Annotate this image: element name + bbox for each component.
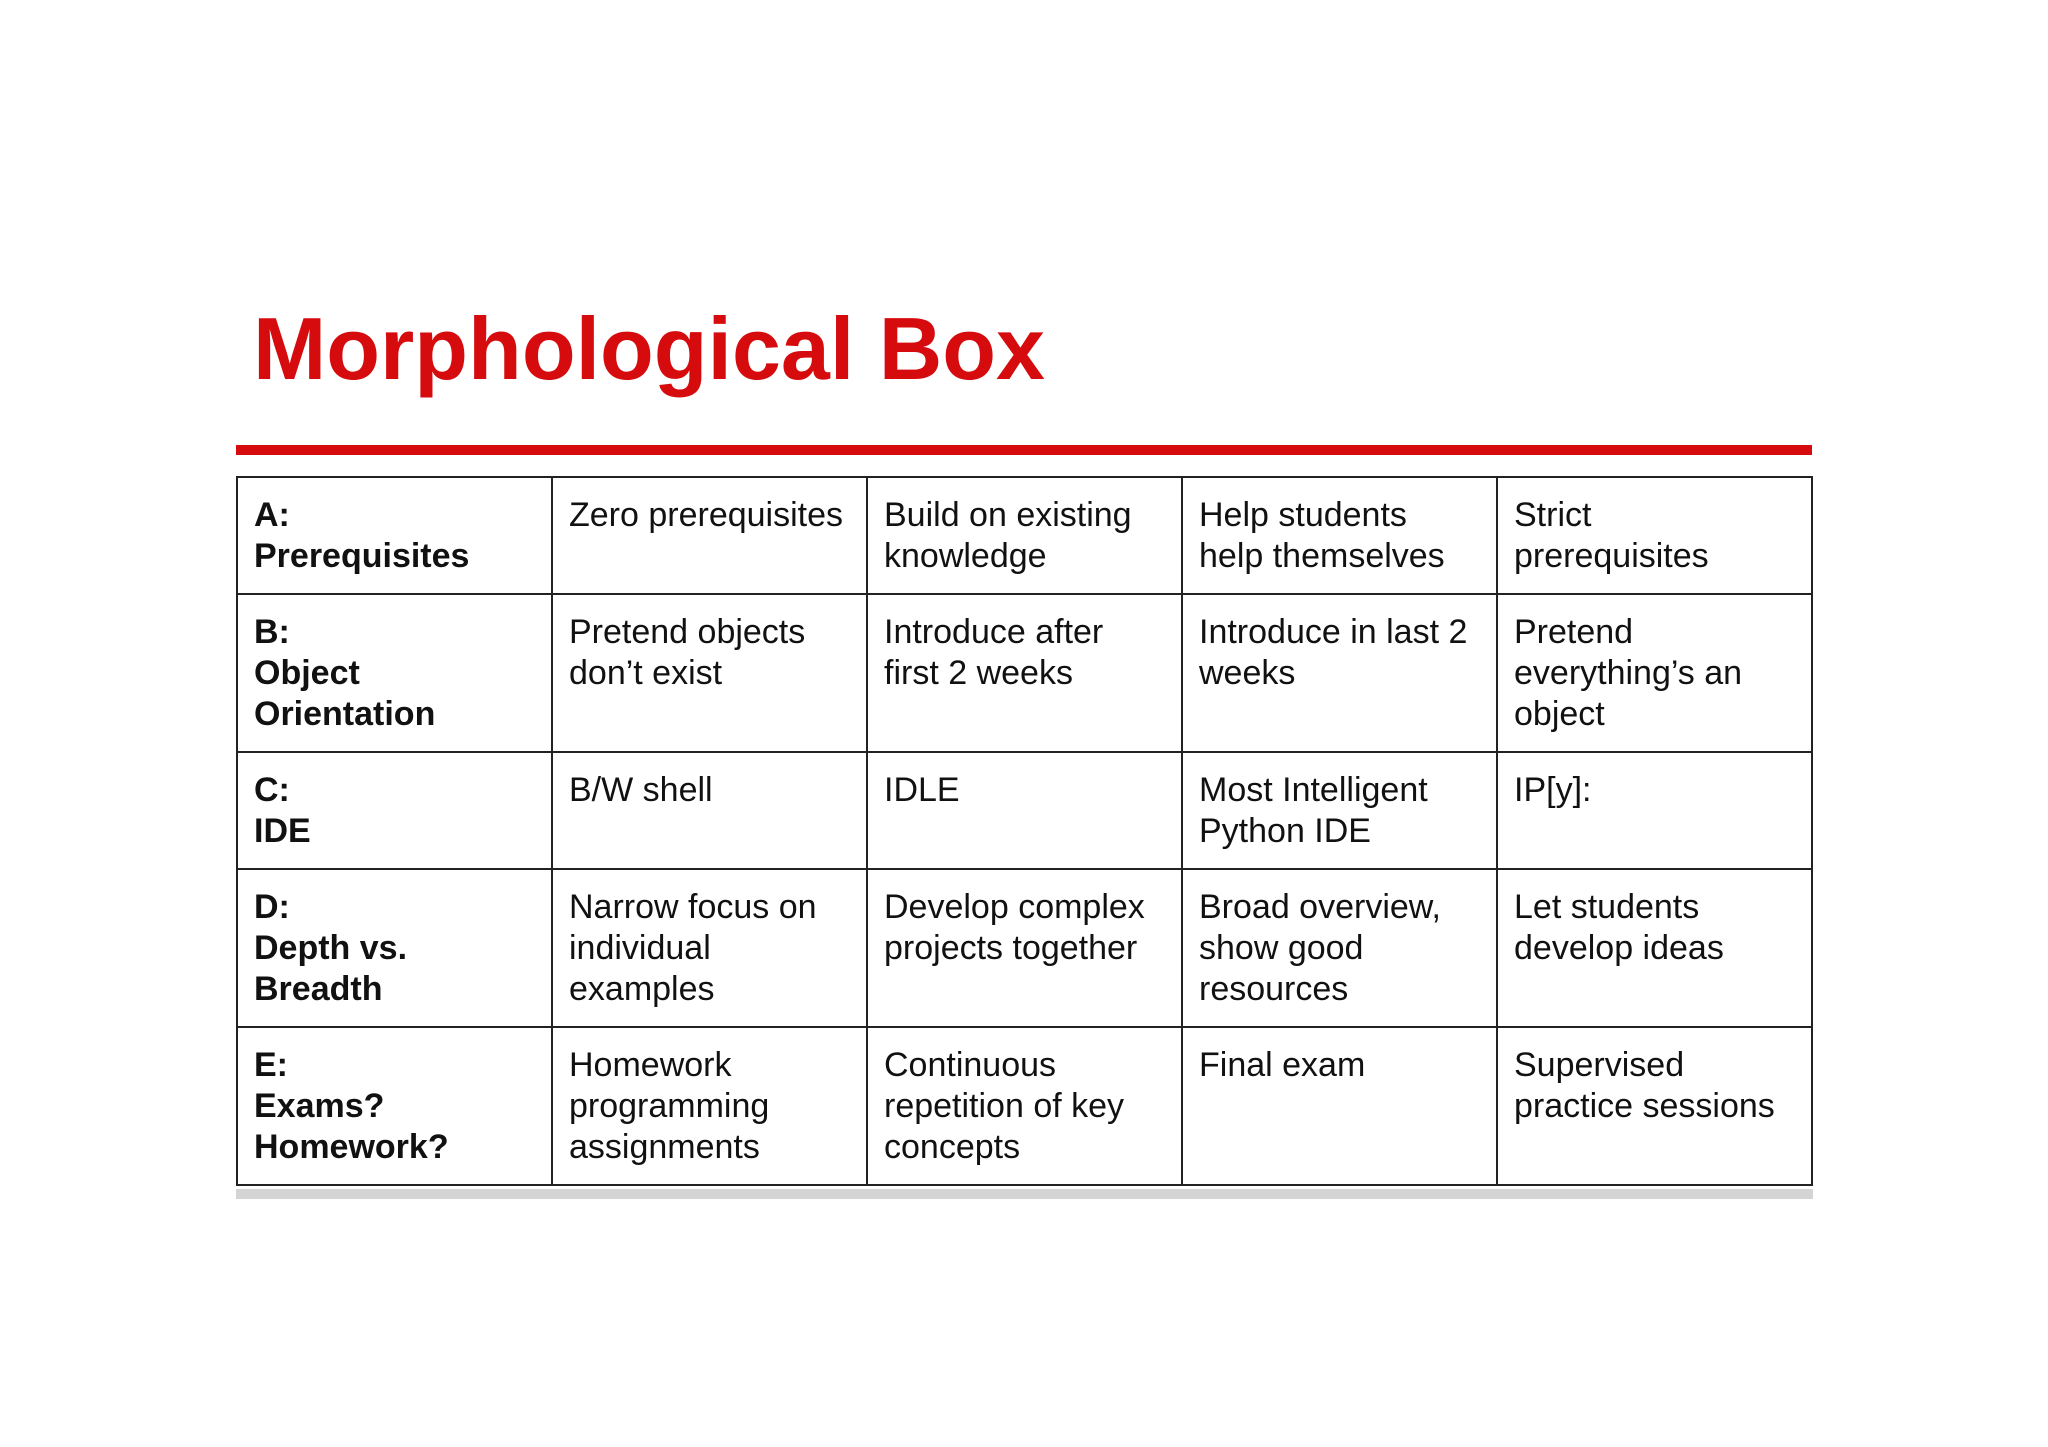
option-cell: IP[y]: [1497, 752, 1812, 869]
option-cell: B/W shell [552, 752, 867, 869]
row-letter: B: [254, 613, 290, 651]
row-header-cell [237, 1027, 552, 1185]
slide-title: Morphological Box [253, 299, 1045, 398]
title-underline [236, 445, 1812, 455]
row-parameter-name: Prerequisites [254, 537, 470, 575]
row-letter: A: [254, 496, 290, 534]
row-header-cell [237, 594, 552, 752]
table-row [237, 477, 1812, 594]
option-cell: Pretend everything’s an object [1497, 594, 1812, 752]
row-parameter-name: Object Orientation [254, 654, 436, 733]
table-bottom-shadow [236, 1189, 1813, 1199]
option-cell: IDLE [867, 752, 1182, 869]
table-row [237, 752, 1812, 869]
row-letter: C: [254, 771, 290, 809]
row-parameter-name: Depth vs. Breadth [254, 929, 408, 1008]
option-cell: Pretend objects don’t exist [552, 594, 867, 752]
option-cell: Broad overview, show good resources [1182, 869, 1497, 1027]
row-parameter-name: Exams? Homework? [254, 1087, 449, 1166]
option-cell: Supervised practice sessions [1497, 1027, 1812, 1185]
row-header-cell [237, 869, 552, 1027]
row-letter: D: [254, 888, 290, 926]
table-row [237, 1027, 1812, 1185]
option-cell: Homework programming assignments [552, 1027, 867, 1185]
option-cell: Help students help themselves [1182, 477, 1497, 594]
option-cell: Most Intelligent Python IDE [1182, 752, 1497, 869]
table-row [237, 594, 1812, 752]
row-header-cell [237, 752, 552, 869]
option-cell: Strict prerequisites [1497, 477, 1812, 594]
option-cell: Narrow focus on individual examples [552, 869, 867, 1027]
option-cell: Develop complex projects together [867, 869, 1182, 1027]
morphological-box-table [236, 476, 1813, 1186]
option-cell: Introduce after first 2 weeks [867, 594, 1182, 752]
row-letter: E: [254, 1046, 288, 1084]
table-row [237, 869, 1812, 1027]
row-header-cell [237, 477, 552, 594]
row-parameter-name: IDE [254, 812, 311, 850]
option-cell: Let students develop ideas [1497, 869, 1812, 1027]
option-cell: Introduce in last 2 weeks [1182, 594, 1497, 752]
option-cell: Build on existing knowledge [867, 477, 1182, 594]
option-cell: Continuous repetition of key concepts [867, 1027, 1182, 1185]
option-cell: Final exam [1182, 1027, 1497, 1185]
option-cell: Zero prerequisites [552, 477, 867, 594]
